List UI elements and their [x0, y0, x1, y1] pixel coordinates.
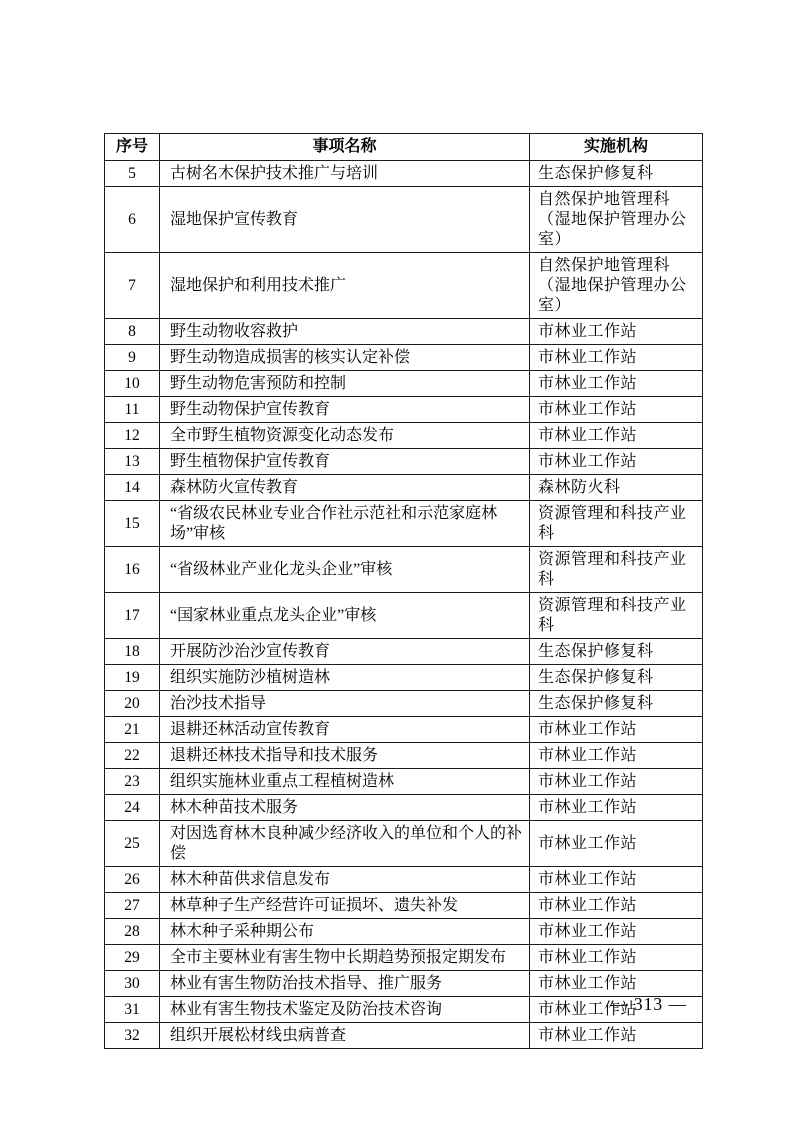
row-number-cell: 23	[105, 769, 160, 795]
item-name-cell: 全市主要林业有害生物中长期趋势预报定期发布	[160, 945, 530, 971]
agency-cell: 市林业工作站	[530, 423, 703, 449]
table-row	[105, 253, 703, 319]
table-row	[105, 691, 703, 717]
row-number-cell: 28	[105, 919, 160, 945]
page-number: — 313 —	[610, 994, 687, 1014]
agency-cell: 市林业工作站	[530, 971, 703, 997]
table-row	[105, 893, 703, 919]
agency-cell: 生态保护修复科	[530, 665, 703, 691]
column-header-no: 序号	[105, 134, 160, 161]
row-number-cell: 20	[105, 691, 160, 717]
table-row	[105, 971, 703, 997]
row-number-cell: 21	[105, 717, 160, 743]
row-number-cell: 26	[105, 867, 160, 893]
row-number-cell: 6	[105, 187, 160, 253]
table-row	[105, 449, 703, 475]
table-row	[105, 665, 703, 691]
item-name-cell: “省级农民林业专业合作社示范社和示范家庭林场”审核	[160, 501, 530, 547]
agency-cell: 市林业工作站	[530, 769, 703, 795]
item-name-cell: 退耕还林技术指导和技术服务	[160, 743, 530, 769]
row-number-cell: 12	[105, 423, 160, 449]
agency-cell: 市林业工作站	[530, 319, 703, 345]
table-header-row	[105, 134, 703, 161]
agency-cell: 市林业工作站	[530, 997, 703, 1023]
items-table	[104, 133, 703, 1049]
item-name-cell: 治沙技术指导	[160, 691, 530, 717]
table-row	[105, 187, 703, 253]
table-row	[105, 919, 703, 945]
item-name-cell: 全市野生植物资源变化动态发布	[160, 423, 530, 449]
item-name-cell: 野生植物保护宣传教育	[160, 449, 530, 475]
agency-cell: 资源管理和科技产业科	[530, 547, 703, 593]
table-row	[105, 867, 703, 893]
agency-cell: 市林业工作站	[530, 867, 703, 893]
agency-cell: 市林业工作站	[530, 371, 703, 397]
agency-cell: 市林业工作站	[530, 345, 703, 371]
item-name-cell: 林业有害生物防治技术指导、推广服务	[160, 971, 530, 997]
item-name-cell: 对因选育林木良种减少经济收入的单位和个人的补偿	[160, 821, 530, 867]
table-row	[105, 1023, 703, 1049]
table-row	[105, 717, 703, 743]
item-name-cell: 湿地保护宣传教育	[160, 187, 530, 253]
row-number-cell: 32	[105, 1023, 160, 1049]
table-row	[105, 345, 703, 371]
row-number-cell: 19	[105, 665, 160, 691]
item-name-cell: “国家林业重点龙头企业”审核	[160, 593, 530, 639]
row-number-cell: 30	[105, 971, 160, 997]
item-name-cell: 组织实施防沙植树造林	[160, 665, 530, 691]
item-name-cell: 野生动物危害预防和控制	[160, 371, 530, 397]
item-name-cell: 湿地保护和利用技术推广	[160, 253, 530, 319]
agency-cell: 自然保护地管理科（湿地保护管理办公室）	[530, 253, 703, 319]
agency-cell: 市林业工作站	[530, 397, 703, 423]
agency-cell: 市林业工作站	[530, 717, 703, 743]
table-row	[105, 371, 703, 397]
table-row	[105, 795, 703, 821]
row-number-cell: 9	[105, 345, 160, 371]
table-row	[105, 639, 703, 665]
row-number-cell: 8	[105, 319, 160, 345]
row-number-cell: 25	[105, 821, 160, 867]
row-number-cell: 31	[105, 997, 160, 1023]
row-number-cell: 22	[105, 743, 160, 769]
row-number-cell: 29	[105, 945, 160, 971]
item-name-cell: 野生动物保护宣传教育	[160, 397, 530, 423]
row-number-cell: 14	[105, 475, 160, 501]
item-name-cell: 林草种子生产经营许可证损坏、遗失补发	[160, 893, 530, 919]
item-name-cell: 野生动物收容救护	[160, 319, 530, 345]
item-name-cell: 林木种苗技术服务	[160, 795, 530, 821]
table-row	[105, 161, 703, 187]
item-name-cell: 退耕还林活动宣传教育	[160, 717, 530, 743]
row-number-cell: 5	[105, 161, 160, 187]
table-row	[105, 475, 703, 501]
agency-cell: 市林业工作站	[530, 1023, 703, 1049]
agency-cell: 市林业工作站	[530, 743, 703, 769]
row-number-cell: 13	[105, 449, 160, 475]
table-row	[105, 319, 703, 345]
item-name-cell: 林木种苗供求信息发布	[160, 867, 530, 893]
table-row	[105, 423, 703, 449]
column-header-item-name: 事项名称	[160, 134, 530, 161]
table-row	[105, 769, 703, 795]
table-row	[105, 397, 703, 423]
table-row	[105, 547, 703, 593]
table-row	[105, 593, 703, 639]
table-row	[105, 821, 703, 867]
row-number-cell: 16	[105, 547, 160, 593]
item-name-cell: 组织开展松材线虫病普查	[160, 1023, 530, 1049]
agency-cell: 生态保护修复科	[530, 639, 703, 665]
row-number-cell: 24	[105, 795, 160, 821]
agency-cell: 生态保护修复科	[530, 161, 703, 187]
agency-cell: 森林防火科	[530, 475, 703, 501]
item-name-cell: 野生动物造成损害的核实认定补偿	[160, 345, 530, 371]
agency-cell: 自然保护地管理科（湿地保护管理办公室）	[530, 187, 703, 253]
agency-cell: 市林业工作站	[530, 449, 703, 475]
table-row	[105, 743, 703, 769]
row-number-cell: 11	[105, 397, 160, 423]
item-name-cell: “省级林业产业化龙头企业”审核	[160, 547, 530, 593]
agency-cell: 市林业工作站	[530, 821, 703, 867]
agency-cell: 资源管理和科技产业科	[530, 593, 703, 639]
item-name-cell: 森林防火宣传教育	[160, 475, 530, 501]
column-header-agency: 实施机构	[530, 134, 703, 161]
row-number-cell: 17	[105, 593, 160, 639]
agency-cell: 市林业工作站	[530, 945, 703, 971]
table-row	[105, 501, 703, 547]
table-body	[105, 161, 703, 1049]
item-name-cell: 古树名木保护技术推广与培训	[160, 161, 530, 187]
item-name-cell: 组织实施林业重点工程植树造林	[160, 769, 530, 795]
row-number-cell: 7	[105, 253, 160, 319]
row-number-cell: 10	[105, 371, 160, 397]
item-name-cell: 林业有害生物技术鉴定及防治技术咨询	[160, 997, 530, 1023]
item-name-cell: 林木种子采种期公布	[160, 919, 530, 945]
row-number-cell: 15	[105, 501, 160, 547]
agency-cell: 市林业工作站	[530, 795, 703, 821]
row-number-cell: 27	[105, 893, 160, 919]
row-number-cell: 18	[105, 639, 160, 665]
agency-cell: 市林业工作站	[530, 919, 703, 945]
agency-cell: 生态保护修复科	[530, 691, 703, 717]
item-name-cell: 开展防沙治沙宣传教育	[160, 639, 530, 665]
agency-cell: 市林业工作站	[530, 893, 703, 919]
agency-cell: 资源管理和科技产业科	[530, 501, 703, 547]
table-row	[105, 945, 703, 971]
